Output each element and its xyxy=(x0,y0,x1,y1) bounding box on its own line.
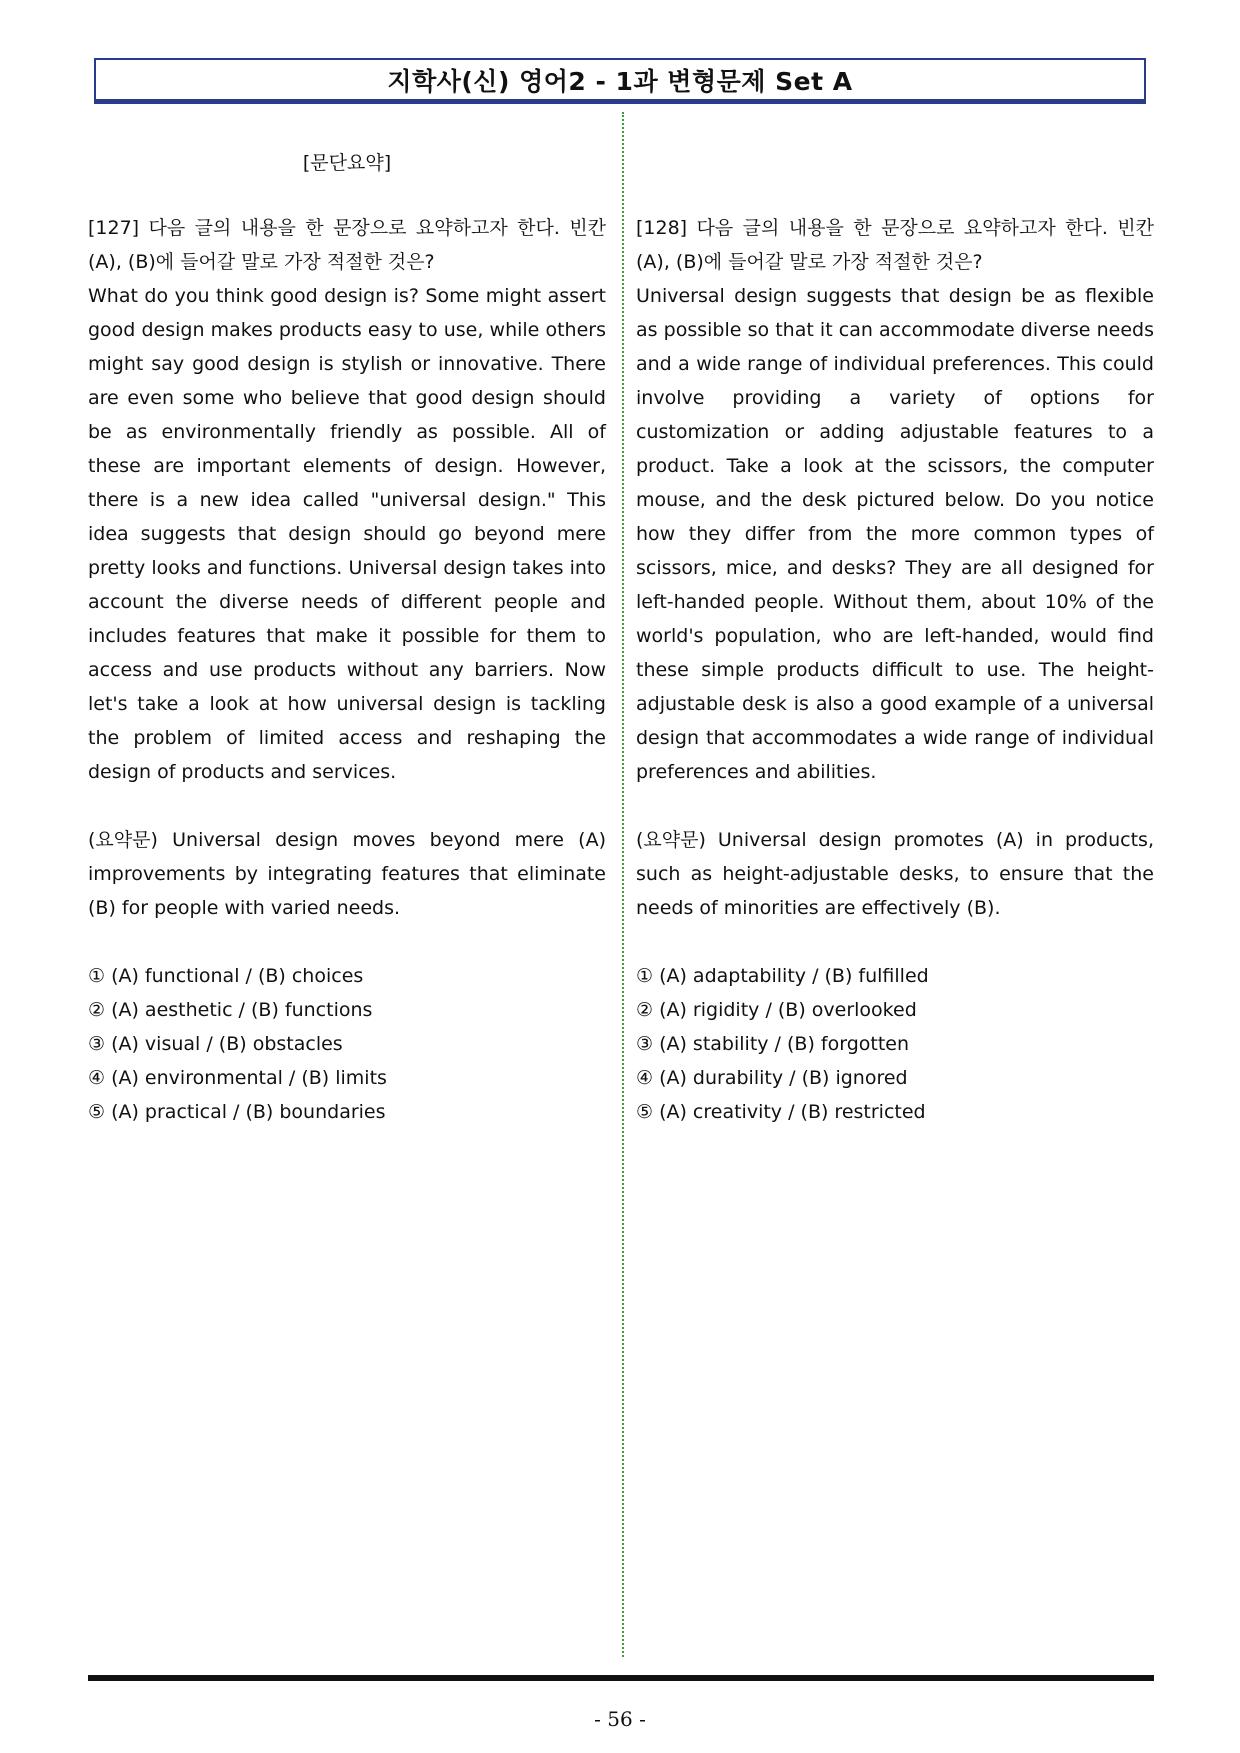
choice-4[interactable]: ④ (A) durability / (B) ignored xyxy=(636,1067,908,1089)
column-divider xyxy=(622,112,624,1657)
question-128-passage: Universal design suggests that design be as flexible as possible so that it can accommodate diverse needs and a wide range of individual preferences. This could involve providing a variety of options for customization or adding adjustable features to a product. Take a look at the scissors, the computer mouse, and the desk pictured below. Do you notice how they differ from the more common types of scissors, mice, and desks? They are all designed for left-handed people. Without them, about 10% of the world's population, who are left-handed, would find these simple products difficult to use. The height-adjustable desk is also a good example of a universal design that accommodates a wide range of individual preferences and abilities. xyxy=(636,285,1154,783)
question-128-heading: [128] 다음 글의 내용을 한 문장으로 요약하고자 한다. 빈칸 (A), (B)에 들어갈 말로 가장 적절한 것은? xyxy=(636,217,1154,273)
choice-5[interactable]: ⑤ (A) creativity / (B) restricted xyxy=(636,1101,926,1123)
question-127-choices xyxy=(88,959,606,1129)
left-column xyxy=(88,138,606,1129)
section-label: [문단요약] xyxy=(302,152,392,174)
choice-3[interactable]: ③ (A) visual / (B) obstacles xyxy=(88,1033,343,1055)
right-column xyxy=(636,138,1154,1129)
question-127-summary: (요약문) Universal design moves beyond mere (A) improvements by integrating features that eliminate (B) for people with varied needs. xyxy=(88,829,606,919)
footer-rule xyxy=(88,1675,1154,1681)
question-127-passage: What do you think good design is? Some might assert good design makes products easy to use, while others might say good design is stylish or innovative. There are even some who believe that good design should be as environmentally friendly as possible. All of these are important elements of design. However, there is a new idea called "universal design." This idea suggests that design should go beyond mere pretty looks and functions. Universal design takes into account the diverse needs of different people and includes features that make it possible for them to access and use products without any barriers. Now let's take a look at how universal design is tackling the problem of limited access and reshaping the design of products and services. xyxy=(88,285,606,783)
page-title: 지학사(신) 영어2 - 1과 변형문제 Set A xyxy=(387,66,853,96)
question-128-choices xyxy=(636,959,1154,1129)
choice-1[interactable]: ① (A) adaptability / (B) fulfilled xyxy=(636,965,929,987)
choice-4[interactable]: ④ (A) environmental / (B) limits xyxy=(88,1067,387,1089)
choice-3[interactable]: ③ (A) stability / (B) forgotten xyxy=(636,1033,910,1055)
choice-5[interactable]: ⑤ (A) practical / (B) boundaries xyxy=(88,1101,386,1123)
choice-1[interactable]: ① (A) functional / (B) choices xyxy=(88,965,364,987)
question-128-summary: (요약문) Universal design promotes (A) in products, such as height-adjustable desks, to ensure that the needs of minorities are effectively (B). xyxy=(636,829,1154,919)
question-127-heading: [127] 다음 글의 내용을 한 문장으로 요약하고자 한다. 빈칸 (A), (B)에 들어갈 말로 가장 적절한 것은? xyxy=(88,217,606,273)
choice-2[interactable]: ② (A) rigidity / (B) overlooked xyxy=(636,999,917,1021)
choice-2[interactable]: ② (A) aesthetic / (B) functions xyxy=(88,999,373,1021)
page-number: - 56 - xyxy=(594,1707,646,1731)
page-header xyxy=(94,58,1146,104)
